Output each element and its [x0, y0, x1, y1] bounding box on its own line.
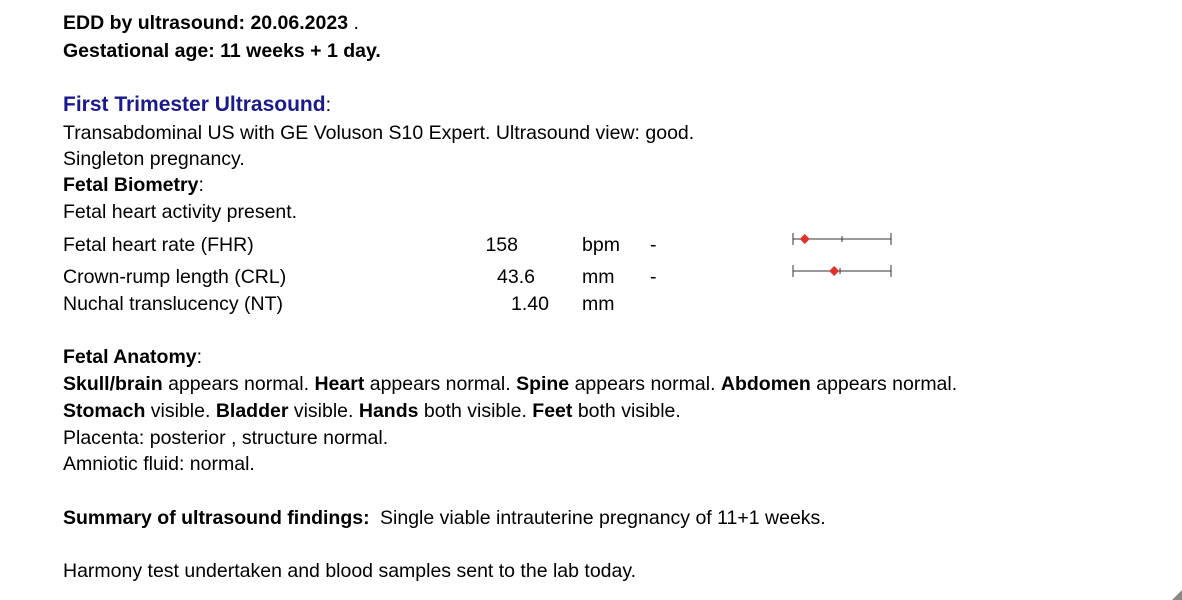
- range-marker: [800, 234, 810, 244]
- anatomy-finding: appears normal.: [162, 373, 315, 395]
- pregnancy-text: Singleton pregnancy.: [63, 148, 245, 170]
- anatomy-term: Spine: [516, 373, 570, 395]
- fhr-range-indicator: [792, 231, 892, 247]
- edd-value: 20.06.2023: [250, 12, 349, 34]
- anatomy-term: Feet: [532, 400, 573, 422]
- measurement-dash: -: [650, 266, 657, 288]
- range-marker: [829, 266, 839, 276]
- ga-label: Gestational age:: [63, 40, 215, 62]
- summary-text: Single viable intrauterine pregnancy of 11+1 weeks.: [380, 507, 826, 529]
- anatomy-line-2: [63, 398, 681, 424]
- anatomy-term: Hands: [358, 400, 419, 422]
- summary-label: Summary of ultrasound findings:: [63, 507, 370, 529]
- anatomy-finding: appears normal.: [569, 373, 721, 395]
- anatomy-term: Heart: [314, 373, 365, 395]
- measurement-value: 43.6: [497, 266, 535, 288]
- summary-line: [63, 505, 826, 531]
- heart-activity-text: Fetal heart activity present.: [63, 201, 298, 223]
- ga-value: 11 weeks + 1 day.: [220, 40, 381, 62]
- anatomy-term: Bladder: [215, 400, 289, 422]
- measurement-value: 158: [485, 234, 518, 256]
- section-title: First Trimester Ultrasound: [63, 93, 326, 116]
- anatomy-finding: appears normal.: [364, 373, 517, 395]
- method-text: Transabdominal US with GE Voluson S10 Expert. Ultrasound view: good.: [63, 122, 695, 144]
- measurement-dash: -: [650, 234, 657, 256]
- measurement-name: Nuchal translucency (NT): [63, 293, 283, 315]
- edd-suffix: .: [353, 12, 359, 34]
- anatomy-title: Fetal Anatomy: [63, 346, 197, 368]
- first-trimester-heading: [63, 92, 331, 118]
- measurement-unit: mm: [582, 266, 615, 288]
- anatomy-heading: [63, 344, 202, 370]
- edd-label: EDD by ultrasound:: [63, 12, 246, 34]
- anatomy-finding: both visible.: [418, 400, 533, 422]
- anatomy-title-suffix: :: [196, 346, 203, 368]
- amniotic-fluid-text: Amniotic fluid: normal.: [63, 453, 255, 475]
- gestational-age-line: [63, 38, 381, 64]
- measurement-name: Crown-rump length (CRL): [63, 266, 287, 288]
- anatomy-finding: visible.: [288, 400, 359, 422]
- section-title-suffix: :: [325, 94, 331, 116]
- crl-range-indicator: [792, 263, 892, 279]
- biometry-title: Fetal Biometry: [63, 174, 199, 196]
- anatomy-finding: appears normal.: [810, 373, 958, 395]
- biometry-heading: [63, 172, 204, 198]
- measurement-value: 1.40: [511, 293, 549, 315]
- biometry-suffix: :: [198, 174, 204, 196]
- resize-corner-icon: [1172, 590, 1182, 600]
- measurement-unit: bpm: [582, 234, 620, 256]
- measurement-name: Fetal heart rate (FHR): [63, 234, 254, 256]
- placenta-text: Placenta: posterior , structure normal.: [63, 427, 389, 449]
- footer-note: Harmony test undertaken and blood samples sent to the lab today.: [63, 560, 637, 582]
- anatomy-term: Skull/brain: [63, 373, 163, 395]
- anatomy-term: Stomach: [63, 400, 146, 422]
- anatomy-finding: visible.: [145, 400, 216, 422]
- anatomy-term: Abdomen: [720, 373, 811, 395]
- measurement-unit: mm: [582, 293, 615, 315]
- anatomy-line-1: [63, 371, 957, 397]
- anatomy-finding: both visible.: [572, 400, 681, 422]
- edd-line: [63, 10, 359, 36]
